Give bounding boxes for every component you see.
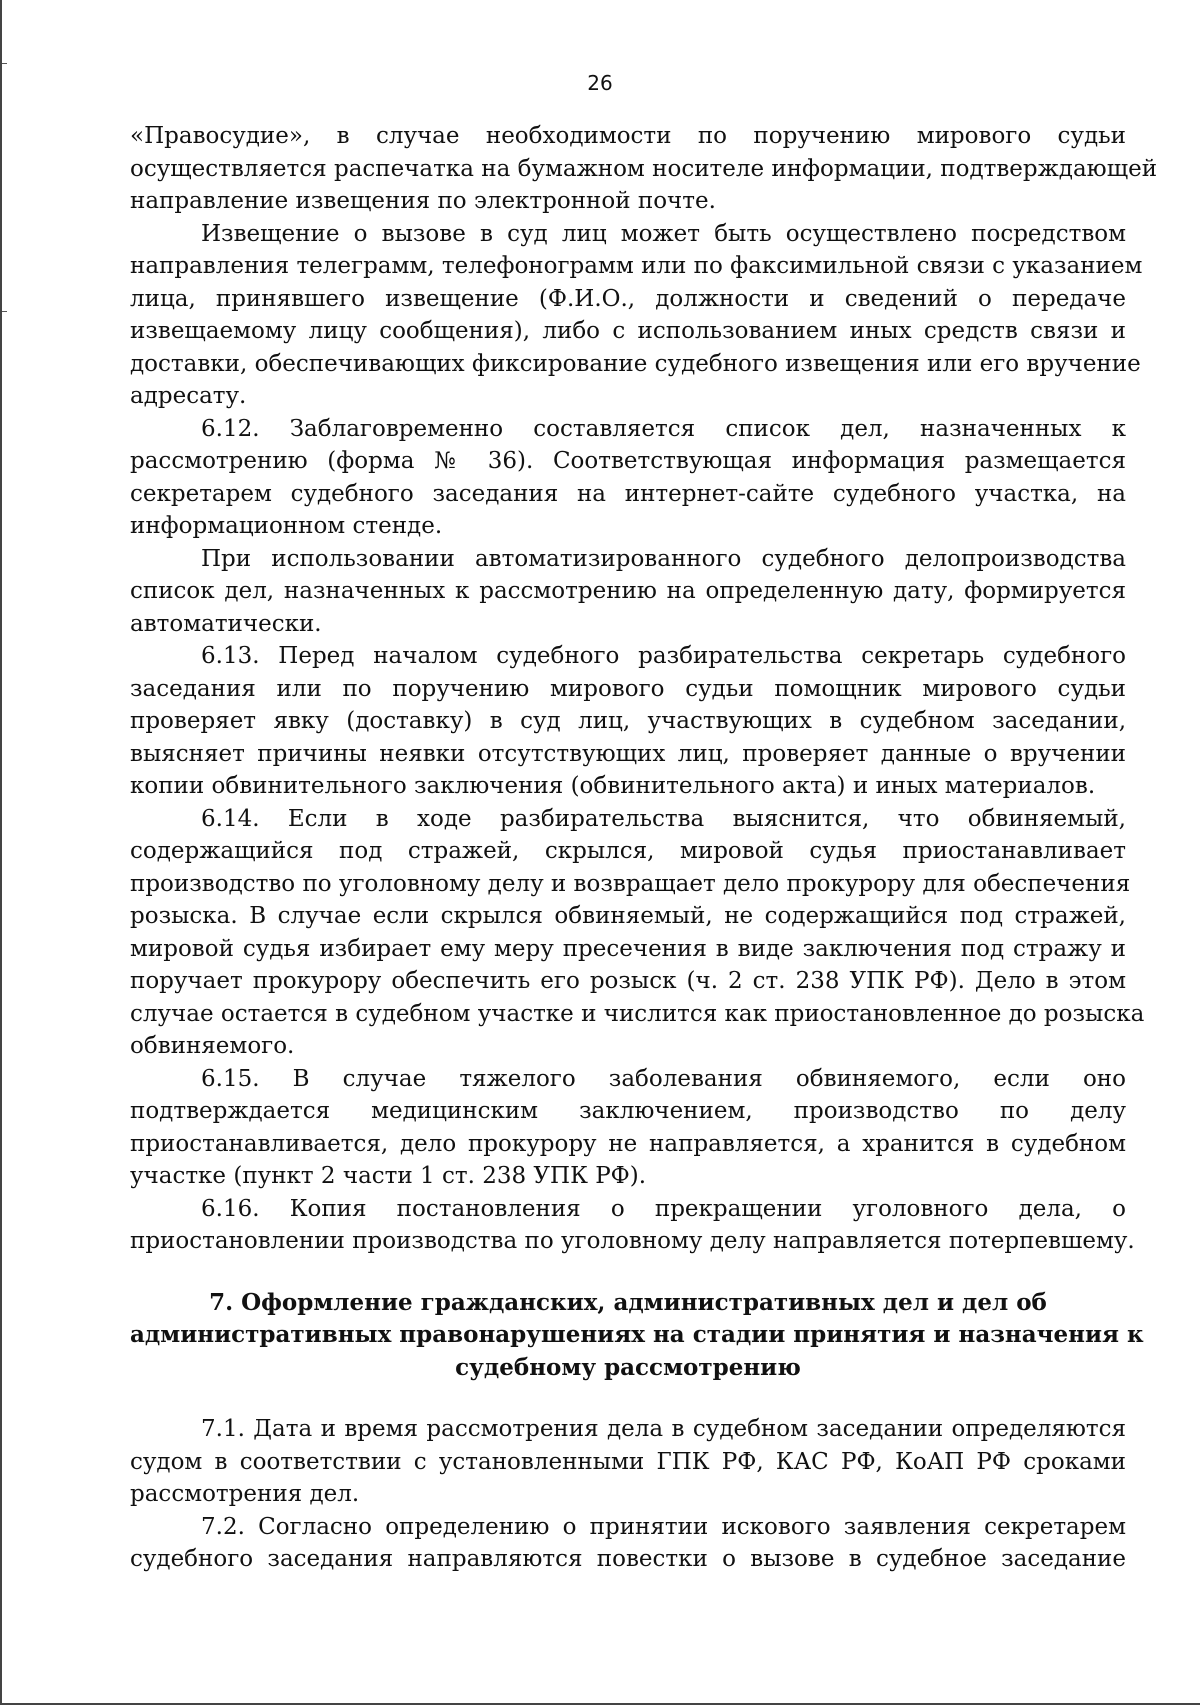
paragraph-p1: [130, 120, 1158, 218]
text-line: лица, принявшего извещение (Ф.И.О., должности и сведений о передаче: [130, 285, 1126, 312]
text-line: мировой судья избирает ему меру пресечения в виде заключения под стражу и: [130, 935, 1126, 962]
paragraph-p7: [130, 1063, 1126, 1193]
text-line: административных правонарушениях на стадии принятия и назначения к: [130, 1321, 1144, 1348]
text-line: «Правосудие», в случае необходимости по поручению мирового судьи: [130, 123, 1126, 149]
paragraph-group-after-heading: [130, 1413, 1126, 1576]
paragraph-p2: [130, 218, 1143, 413]
text-line: извещаемому лицу сообщения), либо с использованием иных средств связи и: [130, 318, 1126, 344]
text-line: приостановлении производства по уголовному делу направляется потерпевшему.: [130, 1228, 1135, 1254]
text-line: розыска. В случае если скрылся обвиняемый, не содержащийся под стражей,: [130, 903, 1126, 929]
text-line: приостанавливается, дело прокурору не направляется, а хранится в судебном: [130, 1130, 1126, 1157]
page-number: 26: [587, 71, 613, 95]
text-line: судебному рассмотрению: [455, 1353, 801, 1381]
text-line: проверяет явку (доставку) в суд лиц, участвующих в судебном заседании,: [130, 708, 1126, 734]
scan-edge-mark: [2, 311, 7, 312]
text-line: секретарем судебного заседания на интернет-сайте судебного участка, на: [130, 480, 1126, 507]
text-line: 7.2. Согласно определению о принятии искового заявления секретарем: [201, 1513, 1126, 1540]
paragraph-group-before-heading: [130, 120, 1158, 1258]
text-line: 6.13. Перед началом судебного разбирательства секретарь судебного: [201, 643, 1126, 669]
text-line: адресату.: [130, 383, 247, 409]
text-line: 7. Оформление гражданских, административных дел и дел об: [209, 1288, 1047, 1316]
text-line: обвиняемого.: [130, 1033, 295, 1059]
text-line: список дел, назначенных к рассмотрению на определенную дату, формируется: [130, 578, 1126, 604]
text-line: заседания или по поручению мирового судьи помощник мирового судьи: [130, 675, 1126, 702]
text-line: 6.14. Если в ходе разбирательства выяснится, что обвиняемый,: [201, 805, 1126, 832]
text-line: подтверждается медицинским заключением, производство по делу: [130, 1098, 1126, 1124]
text-line: 6.15. В случае тяжелого заболевания обвиняемого, если оно: [201, 1065, 1126, 1092]
scan-left-edge: [0, 0, 2, 1705]
paragraph-p4: [130, 543, 1126, 641]
text-line: информационном стенде.: [130, 513, 443, 539]
text-line: 6.12. Заблаговременно составляется список дел, назначенных к: [201, 415, 1126, 442]
text-line: доставки, обеспечивающих фиксирование судебного извещения или его вручение: [130, 350, 1141, 377]
text-line: Извещение о вызове в суд лиц может быть осуществлено посредством: [201, 220, 1126, 247]
text-line: осуществляется распечатка на бумажном носителе информации, подтверждающей: [130, 155, 1158, 182]
paragraph-p6: [130, 803, 1145, 1063]
text-line: 6.16. Копия постановления о прекращении уголовного дела, о: [201, 1195, 1126, 1222]
paragraph-p5: [130, 640, 1126, 803]
paragraph-p8: [130, 1193, 1135, 1258]
text-line: направление извещения по электронной почте.: [130, 188, 716, 214]
text-line: содержащийся под стражей, скрылся, мировой судья приостанавливает: [130, 838, 1126, 864]
text-line: 7.1. Дата и время рассмотрения дела в судебном заседании определяются: [201, 1416, 1126, 1442]
paragraph-p3: [130, 413, 1126, 543]
text-line: рассмотрению (форма № 36). Соответствующая информация размещается: [130, 448, 1126, 474]
text-line: судебного заседания направляются повестки о вызове в судебное заседание: [130, 1546, 1126, 1572]
text-line: производство по уголовному делу и возвращает дело прокурору для обеспечения: [130, 870, 1131, 897]
text-line: участке (пункт 2 части 1 ст. 238 УПК РФ).: [130, 1163, 647, 1189]
scan-edge-mark: [2, 63, 7, 64]
text-line: При использовании автоматизированного судебного делопроизводства: [201, 545, 1126, 572]
text-line: судом в соответствии с установленными ГПК РФ, КАС РФ, КоАП РФ сроками: [130, 1448, 1126, 1475]
text-line: копии обвинительного заключения (обвинительного акта) и иных материалов.: [130, 773, 1096, 799]
section-heading: [130, 1287, 1144, 1385]
paragraph-p10: [130, 1511, 1126, 1576]
paragraph-p9: [130, 1413, 1126, 1511]
text-line: направления телеграмм, телефонограмм или по факсимильной связи с указанием: [130, 253, 1143, 279]
text-line: случае остается в судебном участке и числится как приостановленное до розыска: [130, 1000, 1145, 1027]
text-line: рассмотрения дел.: [130, 1481, 360, 1507]
text-line: выясняет причины неявки отсутствующих лиц, проверяет данные о вручении: [130, 740, 1126, 767]
text-line: поручает прокурору обеспечить его розыск (ч. 2 ст. 238 УПК РФ). Дело в этом: [130, 968, 1126, 994]
document-body: [130, 120, 1158, 1576]
text-line: автоматически.: [130, 610, 322, 637]
